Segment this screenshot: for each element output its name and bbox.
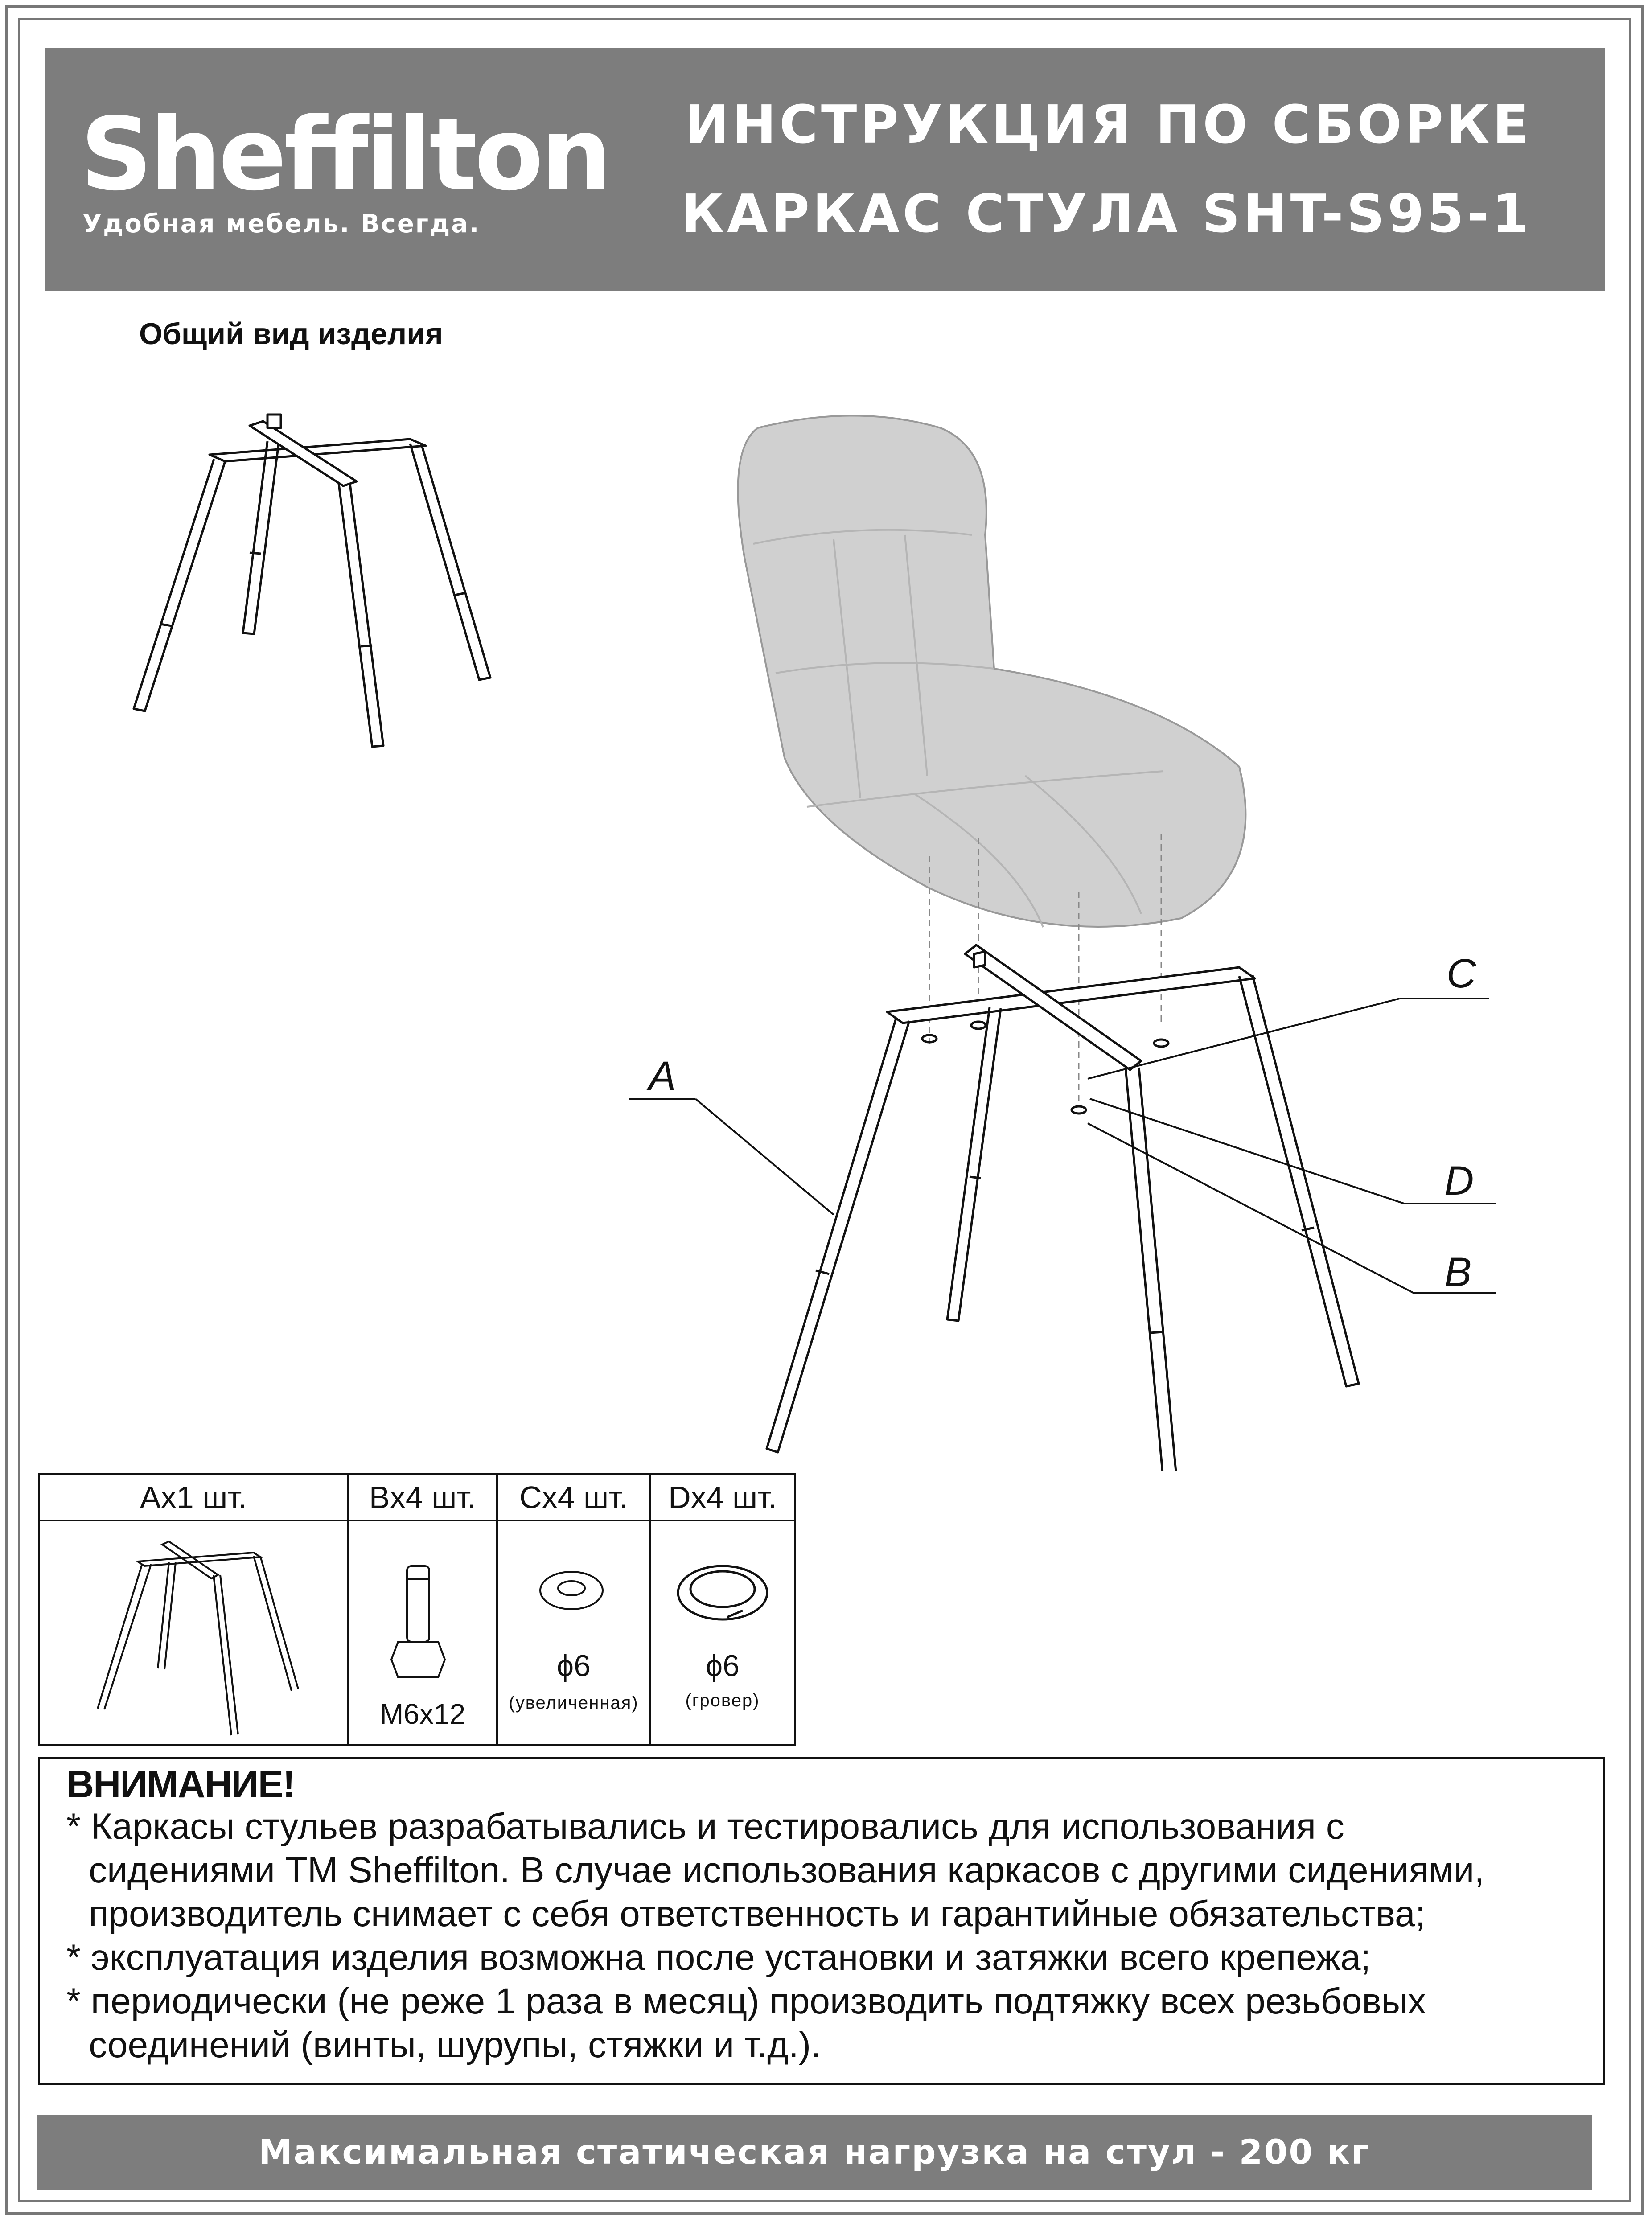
washer-size: ϕ6 (557, 1649, 591, 1683)
part-b-cell (348, 1520, 497, 1745)
attention-line: сидениями ТМ Sheffilton. В случае использования каркасов с другими сидениями, (89, 1850, 1485, 1890)
bolt-icon (349, 1548, 492, 1695)
part-c-cell (497, 1520, 650, 1745)
attention-box (38, 1757, 1605, 2085)
part-a-cell (39, 1520, 348, 1745)
grover-size: ϕ6 (706, 1649, 740, 1683)
attention-line: * Каркасы стульев разрабатывались и тестировались для использования с (66, 1806, 1344, 1847)
attention-line: * периодически (не реже 1 раза в месяц) производить подтяжку всех резьбовых (66, 1981, 1426, 2022)
part-b-header: Bx4 шт. (348, 1474, 497, 1520)
footer-banner (37, 2115, 1592, 2190)
part-d-header: Dx4 шт. (650, 1474, 795, 1520)
part-c-header: Cx4 шт. (497, 1474, 650, 1520)
part-d-cell (650, 1520, 795, 1745)
attention-line: соединений (винты, шурупы, стяжки и т.д.). (89, 2025, 821, 2065)
chair-frame (767, 945, 1359, 1471)
brand-logo: Sheffilton (80, 96, 610, 213)
product-title: КАРКАС СТУЛА SHT-S95-1 (681, 183, 1532, 244)
brand-tagline: Удобная мебель. Всегда. (82, 210, 481, 238)
grover-note: (гровер) (685, 1691, 760, 1710)
callout-label-c: C (1447, 951, 1476, 996)
callout-label-d: D (1444, 1158, 1474, 1204)
parts-table (38, 1473, 796, 1746)
washer-note: (увеличенная) (509, 1693, 639, 1713)
chair-seat (738, 416, 1245, 928)
bolt-size: M6x12 (379, 1698, 466, 1730)
callout-label-a: A (649, 1053, 676, 1099)
frame-general-view (134, 415, 490, 747)
document-title: ИНСТРУКЦИЯ ПО СБОРКЕ (685, 94, 1532, 155)
general-view-heading: Общий вид изделия (139, 317, 443, 351)
frame-part-icon (40, 1521, 343, 1744)
grover-washer-icon (651, 1539, 798, 1637)
callout-label-b: B (1444, 1249, 1472, 1295)
attention-title: ВНИМАНИЕ! (66, 1763, 295, 1806)
max-load-text: Максимальная статическая нагрузка на стул - 200 кг (259, 2132, 1370, 2172)
callout-leaders (629, 999, 1496, 1293)
attention-line: * эксплуатация изделия возможна после установки и затяжки всего крепежа; (66, 1937, 1371, 1978)
washer-icon (498, 1548, 645, 1628)
attention-line: производитель снимает с себя ответственность и гарантийные обязательства; (89, 1894, 1426, 1934)
part-a-header: Ax1 шт. (39, 1474, 348, 1520)
